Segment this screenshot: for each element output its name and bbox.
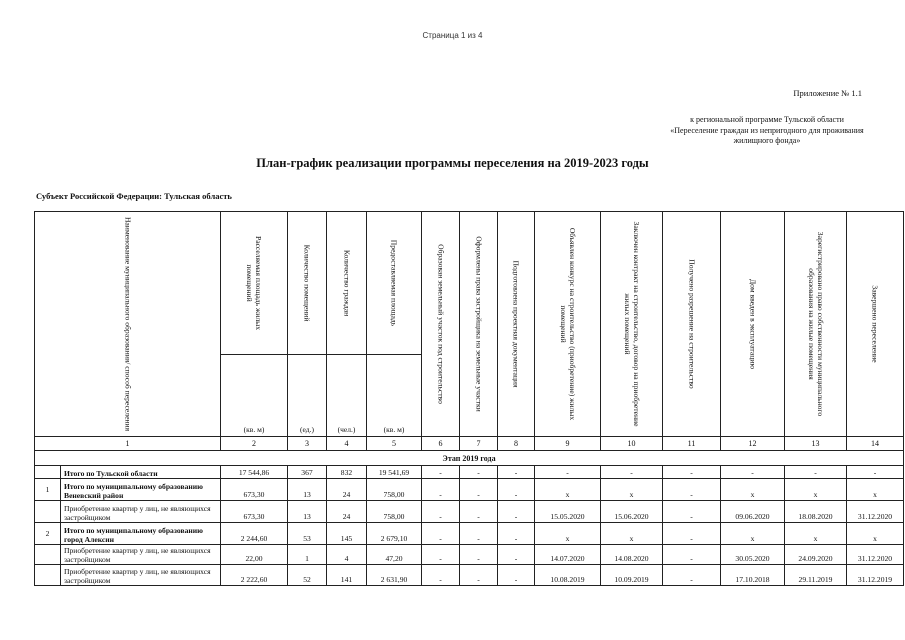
column-number: 9 <box>535 437 601 451</box>
column-number: 6 <box>422 437 460 451</box>
table-row <box>35 545 904 565</box>
row-cell: 2 631,90 <box>367 565 422 586</box>
row-cell: 2 222,60 <box>221 565 288 586</box>
row-cell: х <box>721 523 785 545</box>
header-text: Получено разрешение на строительство <box>687 259 696 389</box>
header-text: Количество граждан <box>342 249 351 316</box>
page-header: Страница 1 из 4 <box>422 31 483 40</box>
row-cell: - <box>422 523 460 545</box>
row-cell: х <box>847 479 904 501</box>
row-cell: - <box>498 479 535 501</box>
appendix-reference: к региональной программе Тульской области «Переселение граждан из непригодного для проживания жилищного фонда» <box>670 115 864 145</box>
row-cell: - <box>663 565 721 586</box>
row-cell: - <box>460 523 498 545</box>
row-cell: 15.05.2020 <box>535 501 601 523</box>
column-number: 1 <box>35 437 221 451</box>
row-cell: 29.11.2019 <box>785 565 847 586</box>
row-cell: - <box>663 545 721 565</box>
row-cell: - <box>847 466 904 479</box>
row-cell: - <box>663 501 721 523</box>
column-number: 10 <box>601 437 663 451</box>
header-col <box>721 212 785 437</box>
row-cell: 47,20 <box>367 545 422 565</box>
header-text: Расселяемая площадь жилых помещений <box>245 235 263 330</box>
row-cell: - <box>663 523 721 545</box>
vertical-text-wrap <box>460 212 497 436</box>
header-text: Объявлен конкурс на строительство (приобретение) жилых помещений <box>558 227 577 421</box>
row-label: Итого по муниципальному образованию город Алексин <box>61 523 221 545</box>
subject-line: Субъект Российской Федерации: Тульская область <box>36 191 232 201</box>
unit-cell: (чел.) <box>327 354 367 436</box>
appendix-number: Приложение № 1.1 <box>793 88 862 98</box>
row-cell: 673,30 <box>221 501 288 523</box>
header-text: Зарегистрировано право собственности муниципального образования на жилые помещения <box>806 231 825 417</box>
row-cell: 31.12.2020 <box>847 501 904 523</box>
vertical-text-wrap <box>663 212 720 436</box>
row-cell: 09.06.2020 <box>721 501 785 523</box>
row-cell: - <box>460 545 498 565</box>
vertical-text-wrap <box>367 213 421 353</box>
header-col <box>460 212 498 437</box>
row-cell: 52 <box>288 565 327 586</box>
row-cell: 15.06.2020 <box>601 501 663 523</box>
column-number: 3 <box>288 437 327 451</box>
column-number: 8 <box>498 437 535 451</box>
row-cell: - <box>721 466 785 479</box>
row-cell: х <box>785 479 847 501</box>
row-cell: 19 541,69 <box>367 466 422 479</box>
row-cell: х <box>535 523 601 545</box>
row-cell: 4 <box>327 545 367 565</box>
column-number: 12 <box>721 437 785 451</box>
row-cell: 758,00 <box>367 479 422 501</box>
column-number: 4 <box>327 437 367 451</box>
column-number: 5 <box>367 437 422 451</box>
row-cell: - <box>663 479 721 501</box>
vertical-text-wrap <box>601 212 662 436</box>
table-row <box>35 565 904 586</box>
row-label: Приобретение квартир у лиц, не являющихся застройщиком <box>61 565 221 586</box>
row-cell: - <box>460 501 498 523</box>
row-cell: - <box>422 565 460 586</box>
vertical-text-wrap <box>422 212 459 436</box>
row-cell: - <box>422 545 460 565</box>
header-text: Заключен контракт на строительство, договор на приобретение жилых помещений <box>622 221 641 427</box>
row-cell: - <box>422 501 460 523</box>
vertical-text-wrap <box>535 212 600 436</box>
row-index <box>35 466 61 479</box>
row-cell: 832 <box>327 466 367 479</box>
row-label: Приобретение квартир у лиц, не являющихся застройщиком <box>61 501 221 523</box>
header-text: Образован земельный участок под строительство <box>436 244 445 404</box>
header-col <box>847 212 904 437</box>
row-cell: 14.07.2020 <box>535 545 601 565</box>
row-cell: 145 <box>327 523 367 545</box>
row-cell: 24.09.2020 <box>785 545 847 565</box>
vertical-text-wrap <box>847 212 903 436</box>
row-cell: 10.09.2019 <box>601 565 663 586</box>
row-label: Итого по муниципальному образованию Веневский район <box>61 479 221 501</box>
row-cell: 22,00 <box>221 545 288 565</box>
row-cell: х <box>601 479 663 501</box>
row-cell: 18.08.2020 <box>785 501 847 523</box>
header-col <box>367 212 422 355</box>
row-cell: 53 <box>288 523 327 545</box>
row-cell: - <box>422 466 460 479</box>
row-cell: - <box>460 565 498 586</box>
document-title: План-график реализации программы переселения на 2019-2023 годы <box>256 156 649 170</box>
row-cell: - <box>422 479 460 501</box>
header-col <box>422 212 460 437</box>
column-number-row <box>35 437 904 451</box>
table-row <box>35 479 904 501</box>
header-col <box>785 212 847 437</box>
header-text: Оформлены права застройщика на земельные участки <box>474 236 483 412</box>
row-label: Итого по Тульской области <box>61 466 221 479</box>
row-cell: - <box>498 565 535 586</box>
vertical-text-wrap <box>288 213 326 353</box>
row-cell: 17 544,86 <box>221 466 288 479</box>
row-cell: 24 <box>327 479 367 501</box>
vertical-text-wrap <box>785 212 846 436</box>
unit-cell: (кв. м) <box>367 354 422 436</box>
schedule-table <box>34 211 904 586</box>
row-cell: 17.10.2018 <box>721 565 785 586</box>
row-cell: - <box>498 523 535 545</box>
header-name-col <box>35 212 221 437</box>
row-cell: - <box>601 466 663 479</box>
row-cell: х <box>847 523 904 545</box>
row-cell: 31.12.2020 <box>847 545 904 565</box>
row-index <box>35 501 61 523</box>
row-cell: - <box>460 466 498 479</box>
row-cell: - <box>460 479 498 501</box>
row-cell: - <box>498 545 535 565</box>
header-col <box>663 212 721 437</box>
header-text: Завершено переселение <box>870 285 880 363</box>
row-cell: 2 244,60 <box>221 523 288 545</box>
column-number: 13 <box>785 437 847 451</box>
row-index <box>35 565 61 586</box>
row-cell: 13 <box>288 479 327 501</box>
vertical-text-wrap <box>221 213 287 353</box>
row-label: Приобретение квартир у лиц, не являющихся застройщиком <box>61 545 221 565</box>
row-cell: 13 <box>288 501 327 523</box>
row-index <box>35 545 61 565</box>
column-number: 14 <box>847 437 904 451</box>
row-cell: - <box>535 466 601 479</box>
row-cell: - <box>498 466 535 479</box>
row-cell: - <box>498 501 535 523</box>
row-index: 2 <box>35 523 61 545</box>
unit-cell: (кв. м) <box>221 354 288 436</box>
header-col <box>601 212 663 437</box>
row-cell: 673,30 <box>221 479 288 501</box>
row-cell: - <box>663 466 721 479</box>
header-col <box>535 212 601 437</box>
vertical-text-wrap <box>327 213 366 353</box>
header-col <box>221 212 288 355</box>
row-cell: х <box>535 479 601 501</box>
row-cell: 10.08.2019 <box>535 565 601 586</box>
header-text: Количество помещений <box>302 244 312 322</box>
vertical-text-wrap <box>35 212 220 436</box>
row-cell: х <box>721 479 785 501</box>
row-cell: 367 <box>288 466 327 479</box>
column-number: 11 <box>663 437 721 451</box>
row-cell: 141 <box>327 565 367 586</box>
row-cell: 2 679,10 <box>367 523 422 545</box>
row-cell: 31.12.2019 <box>847 565 904 586</box>
row-cell: 30.05.2020 <box>721 545 785 565</box>
row-cell: х <box>785 523 847 545</box>
vertical-text-wrap <box>498 212 534 436</box>
table-row <box>35 523 904 545</box>
header-text: Предоставляемая площадь <box>389 239 399 327</box>
row-index: 1 <box>35 479 61 501</box>
table-row <box>35 466 904 479</box>
unit-cell: (ед.) <box>288 354 327 436</box>
header-text: Наименование муниципального образования/ способ переселения <box>123 216 132 432</box>
header-row <box>35 212 904 355</box>
stage-label: Этап 2019 года <box>35 451 904 466</box>
row-cell: 1 <box>288 545 327 565</box>
column-number: 2 <box>221 437 288 451</box>
row-cell: 14.08.2020 <box>601 545 663 565</box>
table-row <box>35 501 904 523</box>
header-text: Подготовлена проектная документация <box>511 260 521 388</box>
header-col <box>327 212 367 355</box>
header-col <box>288 212 327 355</box>
vertical-text-wrap <box>721 212 784 436</box>
header-text: Дом введен в эксплуатацию <box>748 278 757 370</box>
row-cell: 24 <box>327 501 367 523</box>
row-cell: 758,00 <box>367 501 422 523</box>
column-number: 7 <box>460 437 498 451</box>
row-cell: х <box>601 523 663 545</box>
row-cell: - <box>785 466 847 479</box>
header-col <box>498 212 535 437</box>
stage-row <box>35 451 904 466</box>
